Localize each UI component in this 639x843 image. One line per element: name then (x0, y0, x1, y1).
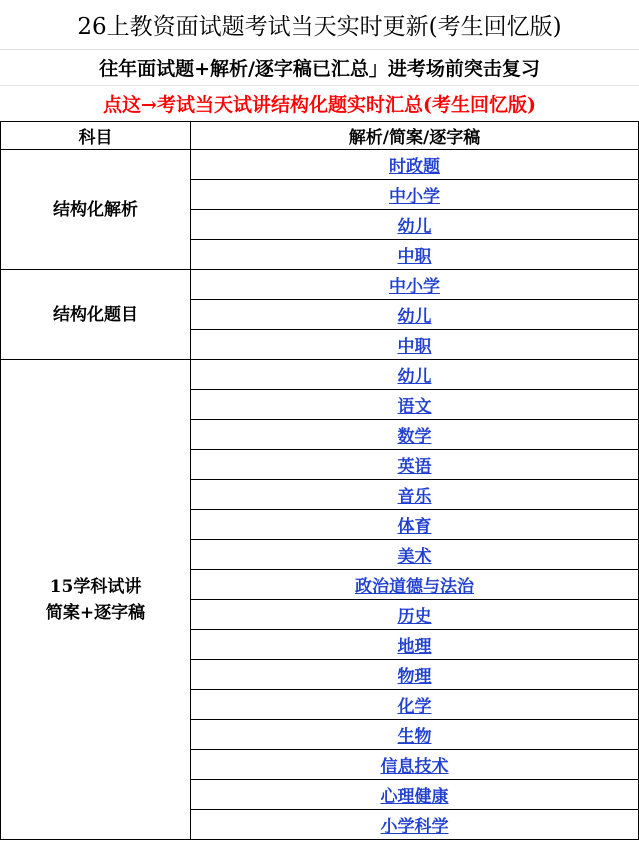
table-cell (191, 510, 639, 540)
column-header-materials: 解析/简案/逐字稿 (191, 122, 639, 150)
column-header-subject: 科目 (1, 122, 191, 150)
link-primary-secondary[interactable]: 中小学 (389, 187, 440, 207)
link-subject-physics[interactable]: 物理 (397, 667, 432, 687)
link-vocational[interactable]: 中职 (397, 247, 432, 267)
table-row (1, 270, 639, 300)
table-cell (191, 390, 639, 420)
table-cell (191, 630, 639, 660)
link-subject-pe[interactable]: 体育 (397, 517, 432, 537)
link-subject-politics-law[interactable]: 政治道德与法治 (355, 577, 474, 597)
link-subject-music[interactable]: 音乐 (397, 487, 432, 507)
table-cell (191, 150, 639, 180)
table-cell (191, 420, 639, 450)
table-cell (191, 480, 639, 510)
table-cell (191, 750, 639, 780)
table-cell (191, 570, 639, 600)
link-primary-secondary[interactable]: 中小学 (389, 277, 440, 297)
table-cell (191, 780, 639, 810)
link-subject-chemistry[interactable]: 化学 (397, 697, 432, 717)
table-cell (191, 450, 639, 480)
link-subject-chinese[interactable]: 语文 (397, 397, 432, 417)
page-subtitle: 往年面试题+解析/逐字稿已汇总」进考场前突击复习 (0, 50, 639, 86)
page-title: 26上教资面试题考试当天实时更新(考生回忆版) (0, 0, 639, 50)
link-subject-it[interactable]: 信息技术 (380, 757, 449, 777)
link-subject-kindergarten[interactable]: 幼儿 (397, 367, 432, 387)
category-15-subjects-lecture (1, 360, 191, 840)
resource-table (0, 121, 639, 840)
link-vocational[interactable]: 中职 (397, 337, 432, 357)
link-subject-primary-science[interactable]: 小学科学 (380, 817, 449, 837)
link-subject-art[interactable]: 美术 (397, 547, 432, 567)
category-line: 15学科试讲 (49, 576, 142, 597)
table-header-row (1, 122, 639, 150)
table-cell (191, 330, 639, 360)
link-subject-english[interactable]: 英语 (397, 457, 432, 477)
link-subject-math[interactable]: 数学 (397, 427, 432, 447)
link-kindergarten[interactable]: 幼儿 (397, 217, 432, 237)
table-cell (191, 270, 639, 300)
category-line: 简案+逐字稿 (45, 602, 146, 623)
table-cell (191, 600, 639, 630)
link-current-affairs[interactable]: 时政题 (389, 157, 440, 177)
link-subject-history[interactable]: 历史 (397, 607, 432, 627)
link-subject-biology[interactable]: 生物 (397, 727, 432, 747)
table-cell (191, 300, 639, 330)
table-cell (191, 240, 639, 270)
category-structured-questions: 结构化题目 (1, 270, 191, 360)
table-cell (191, 810, 639, 840)
table-cell (191, 540, 639, 570)
table-cell (191, 180, 639, 210)
table-row (1, 150, 639, 180)
table-cell (191, 660, 639, 690)
realtime-notice-link[interactable]: 点这→考试当天试讲结构化题实时汇总(考生回忆版) (103, 94, 536, 116)
table-cell (191, 720, 639, 750)
table-cell (191, 360, 639, 390)
table-cell (191, 690, 639, 720)
category-structured-analysis: 结构化解析 (1, 150, 191, 270)
table-cell (191, 210, 639, 240)
link-subject-geography[interactable]: 地理 (397, 637, 432, 657)
table-row (1, 360, 639, 390)
link-subject-mental-health[interactable]: 心理健康 (380, 787, 449, 807)
link-kindergarten[interactable]: 幼儿 (397, 307, 432, 327)
